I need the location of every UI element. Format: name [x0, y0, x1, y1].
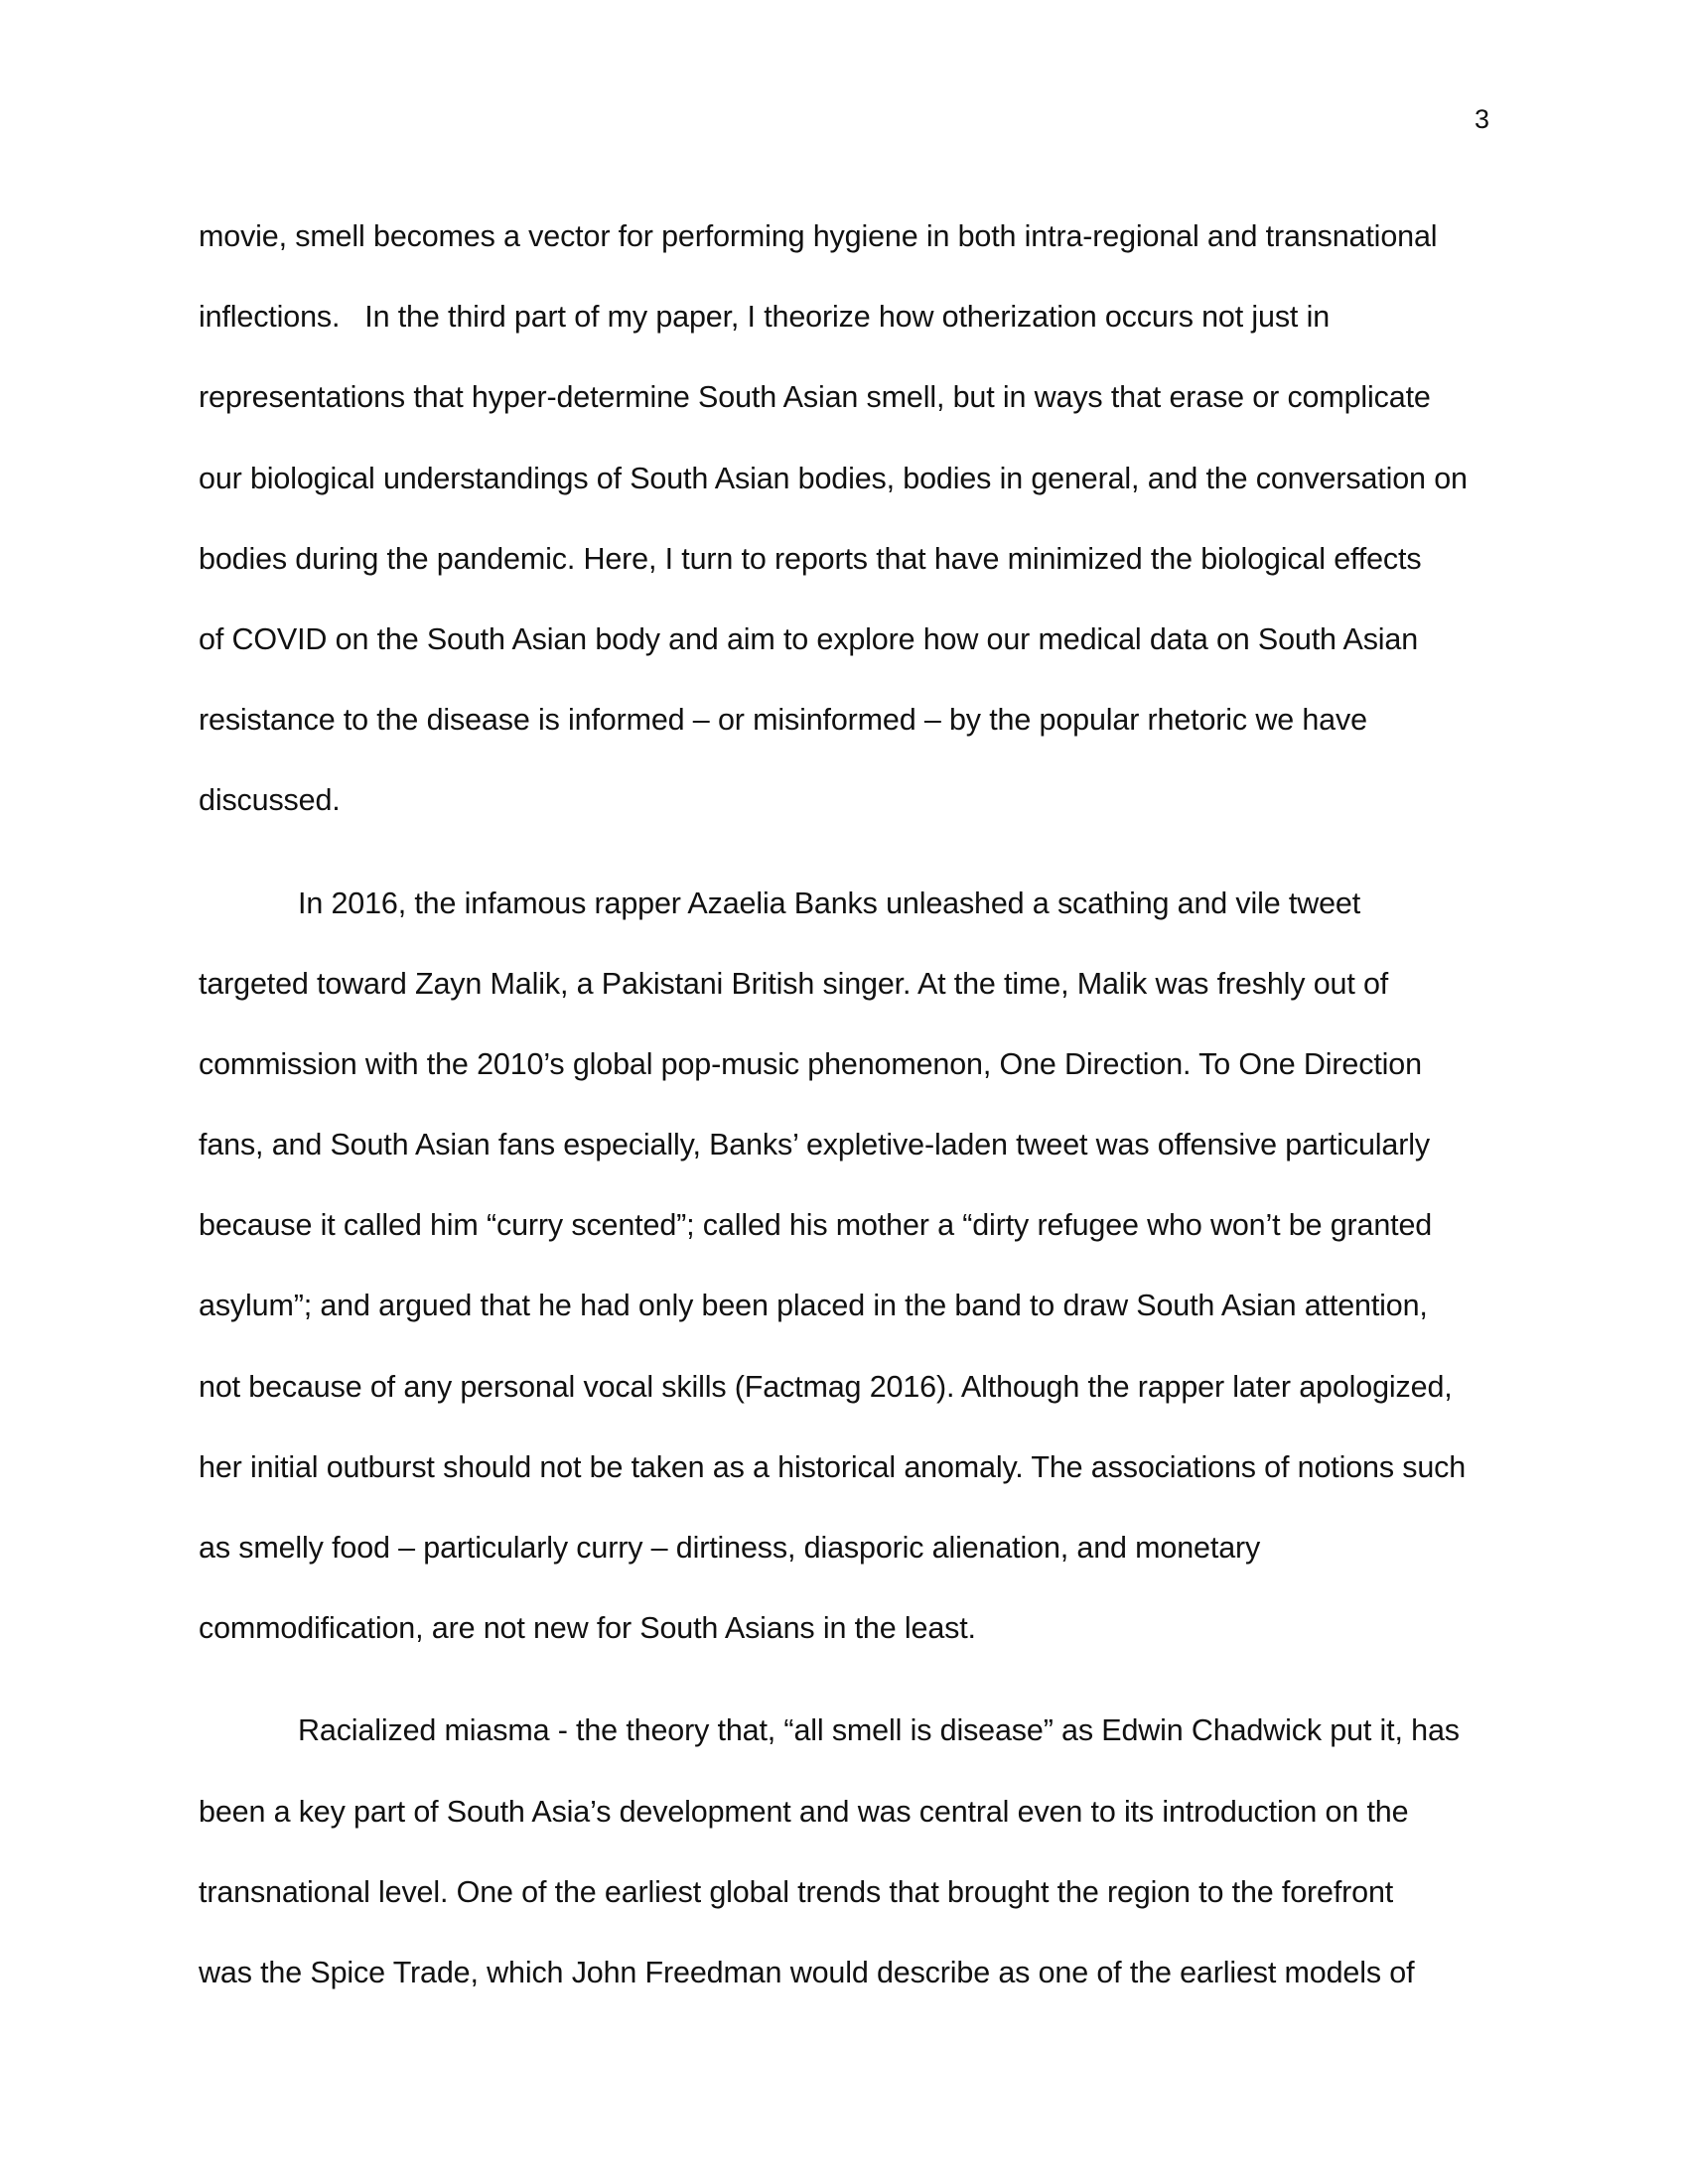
text-line: of COVID on the South Asian body and aim to explore how our medical data on South Asian [199, 621, 1419, 656]
text-line: commission with the 2010’s global pop-music phenomenon, One Direction. To One Direction [199, 1046, 1422, 1081]
text-line: resistance to the disease is informed – or misinformed – by the popular rhetoric we have [199, 703, 1367, 738]
paragraph-2 [199, 864, 1499, 1670]
text-line: representations that hyper-determine South Asian smell, but in ways that erase or complicate [199, 380, 1431, 415]
text-line: been a key part of South Asia’s development and was central even to its introduction on the [199, 1794, 1409, 1829]
paragraph-1 [199, 197, 1499, 842]
paragraph-spacer [199, 842, 1499, 864]
text-line: because it called him “curry scented”; called his mother a “dirty refugee who won’t be granted [199, 1208, 1433, 1243]
text-line-indented: In 2016, the infamous rapper Azaelia Banks unleashed a scathing and vile tweet [298, 886, 1361, 920]
text-line: was the Spice Trade, which John Freedman would describe as one of the earliest models of [199, 1955, 1415, 1989]
text-line: targeted toward Zayn Malik, a Pakistani British singer. At the time, Malik was freshly out of [199, 966, 1389, 1001]
text-line: asylum”; and argued that he had only been placed in the band to draw South Asian attention, [199, 1289, 1428, 1323]
text-line: commodification, are not new for South Asians in the least. [199, 1611, 976, 1646]
text-line: her initial outburst should not be taken as a historical anomaly. The associations of notions such [199, 1449, 1467, 1484]
text-line: bodies during the pandemic. Here, I turn to reports that have minimized the biological effects [199, 541, 1422, 576]
text-line: transnational level. One of the earliest global trends that brought the region to the forefront [199, 1874, 1394, 1909]
text-line: not because of any personal vocal skills (Factmag 2016). Although the rapper later apologized, [199, 1369, 1453, 1404]
paragraph-spacer [199, 1669, 1499, 1691]
text-line-indented: Racialized miasma - the theory that, “all smell is disease” as Edwin Chadwick put it, has [298, 1713, 1460, 1748]
body-text [199, 197, 1499, 2013]
page-number: 3 [1474, 104, 1489, 134]
text-line: movie, smell becomes a vector for performing hygiene in both intra-regional and transnational [199, 219, 1438, 253]
text-line: as smelly food – particularly curry – dirtiness, diasporic alienation, and monetary [199, 1531, 1261, 1565]
text-line: inflections. In the third part of my paper, I theorize how otherization occurs not just in [199, 300, 1331, 335]
text-line: fans, and South Asian fans especially, Banks’ expletive-laden tweet was offensive particularly [199, 1128, 1430, 1162]
text-line: discussed. [199, 783, 341, 818]
paragraph-3 [199, 1691, 1499, 2013]
text-line: our biological understandings of South Asian bodies, bodies in general, and the conversation on [199, 461, 1468, 495]
